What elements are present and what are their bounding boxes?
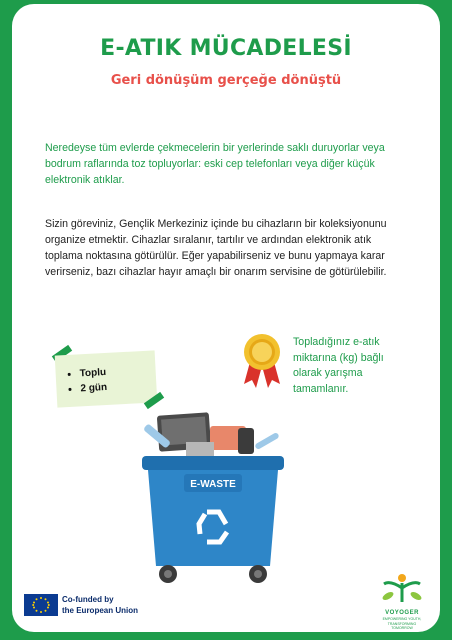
page-title: E-ATIK MÜCADELESİ [100,36,352,61]
voyoger-tag-line: TOMORROW [391,626,413,630]
page-subtitle: Geri dönüşüm gerçeğe dönüştü [110,73,342,88]
sticky-note [55,350,158,407]
recycle-bin-illustration [128,408,298,586]
eu-cofunded-logo [24,592,144,618]
voyoger-tag-line: EMPOWERING YOUTH, [382,617,422,621]
medal-icon [240,332,284,392]
eu-flag-icon [24,594,58,616]
award-text: Topladığınız e-atık miktarına (kg) bağlı olarak yarışma tamamlanır. [293,336,384,395]
note-item: • Toplu [79,362,156,381]
voyoger-name: VOYOGER [385,610,419,616]
bin-label: E-WASTE [190,479,236,490]
note-item: • 2 gün [80,377,157,396]
task-paragraph: Sizin göreviniz, Gençlik Merkeziniz içinde bu cihazların bir koleksiyonunu organize etmektir. Cihazlar sıralanır, tartılır ve ardından elektronik atık toplama noktasına götürülür. Eğer yapabilirseniz ve bunu yapmaya karar verirseniz, bazı cihazlar hayır amaçlı bir onarım servisine de götürülebilir. [45,218,387,278]
note-list [55,350,157,397]
voyoger-tag-line: TRANSFORMING [387,621,417,626]
eu-line: Co-funded by [62,595,114,604]
eu-line: the European Union [62,606,138,615]
voyoger-tagline [372,617,432,631]
intro-paragraph: Neredeyse tüm evlerde çekmecelerin bir yerlerinde saklı duruyorlar veya bodrum raflarında toz topluyorlar: eski cep telefonları veya diğer küçük elektronik atıklar. [45,142,385,186]
eu-text [62,594,138,616]
